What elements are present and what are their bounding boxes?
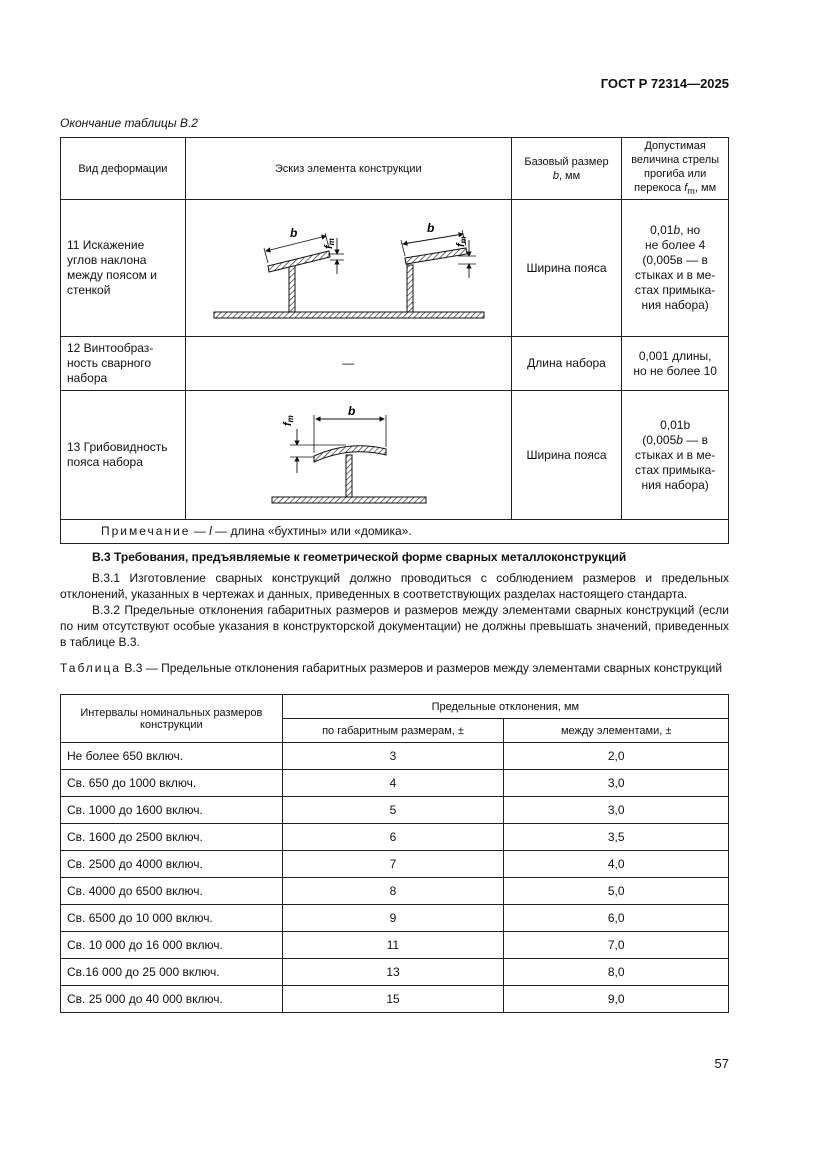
- base-size-cell: Длина набора: [511, 337, 622, 391]
- sketch-cell: [185, 200, 511, 337]
- kind-line: набора: [67, 371, 108, 386]
- tolerance-cell: [622, 337, 729, 391]
- header-tol-sub: m: [687, 186, 695, 197]
- table-row: [61, 391, 729, 520]
- paragraph-b3-2: В.3.2 Предельные отклонения габаритных размеров и размеров между элементами сварных конструкций (если по ним отсутствуют особые указания в конструкторской документации) не должны превышать значений, приведенных в таблице В.3.: [60, 603, 729, 649]
- header-between-elements: между элементами, ±: [504, 719, 729, 743]
- table-row: Св. 650 до 1000 включ. 4 3,0: [61, 770, 729, 797]
- tolerance-cell: 0,01b, но не более 4 (0,005в — в стыках и в ме- стах примыка- ния набора): [622, 200, 729, 337]
- kind-line: между поясом и: [67, 268, 157, 283]
- table-row: Св. 1600 до 2500 включ. 6 3,5: [61, 824, 729, 851]
- table-row: Св. 2500 до 4000 включ. 7 4,0: [61, 851, 729, 878]
- base-size-cell: Ширина пояса: [511, 391, 622, 520]
- page-number: 57: [714, 1056, 729, 1071]
- header-deformation-type: Вид деформации: [61, 138, 186, 200]
- deformation-type-cell: [61, 200, 186, 337]
- table-row: Св. 10 000 до 16 000 включ. 11 7,0: [61, 932, 729, 959]
- header-deviation-group: Предельные отклонения, мм: [282, 695, 728, 719]
- section-b3-title: В.3 Требования, предъявляемые к геометрической форме сварных металлоконструкций: [92, 550, 627, 564]
- tol-line: 0,001 длины,: [638, 348, 712, 363]
- tol-line: стах примыка-: [634, 283, 716, 298]
- header-tolerance: [622, 138, 729, 200]
- table-row: [61, 337, 729, 391]
- sketch-cell: —: [185, 337, 511, 391]
- deformation-type-cell: [61, 391, 186, 520]
- tolerance-cell: 0,01b (0,005b — в стыках и в ме- стах примыка- ния набора): [622, 391, 729, 520]
- dimension-b-right: [403, 234, 463, 244]
- tol-line: ния набора): [641, 477, 709, 492]
- table-row: [61, 200, 729, 337]
- header-sketch: Эскиз элемента конструкции: [185, 138, 511, 200]
- flange-right: [405, 248, 467, 264]
- document-standard-id: ГОСТ Р 72314—2025: [600, 76, 729, 91]
- tol-line: ния набора): [641, 298, 709, 313]
- table-note-row: [61, 520, 729, 544]
- table-row: Св. 6500 до 10 000 включ. 9 6,0: [61, 905, 729, 932]
- base-plate: [214, 312, 484, 318]
- kind-line: стенкой: [67, 283, 111, 298]
- note-label: Примечание: [101, 524, 191, 539]
- kind-line: углов наклона: [67, 253, 147, 268]
- sketch-cell: [185, 391, 511, 520]
- label-b-left: b: [290, 226, 298, 241]
- table-row: Св.16 000 до 25 000 включ. 13 8,0: [61, 959, 729, 986]
- label-fm-right: fm: [455, 236, 469, 248]
- table-b2-caption: Окончание таблицы В.2: [60, 116, 198, 130]
- table-row: Св. 1000 до 1600 включ. 5 3,0: [61, 797, 729, 824]
- header-size-range: Интервалы номинальных размеров конструкции: [61, 695, 283, 743]
- sketch-mushroom-flange: [186, 391, 510, 515]
- tol-line: но не более 10: [633, 363, 717, 378]
- table-b3-header-row: [61, 695, 729, 719]
- web: [346, 455, 352, 497]
- table-b2-header-row: [61, 138, 729, 200]
- kind-line: 11 Искажение: [67, 238, 145, 253]
- table-row: Св. 25 000 до 40 000 включ. 15 9,0: [61, 986, 729, 1013]
- tol-line: стыках и в ме-: [634, 268, 716, 283]
- header-tol-l3: прогиба или: [644, 168, 707, 180]
- table-b3: [60, 694, 729, 1013]
- table-row: Не более 650 включ. 3 2,0: [61, 743, 729, 770]
- table-row: Св. 4000 до 6500 включ. 8 5,0: [61, 878, 729, 905]
- label-fm: fm: [282, 415, 296, 427]
- header-overall-dimensions: по габаритным размерам, ±: [282, 719, 504, 743]
- header-tol-unit: , мм: [694, 182, 717, 194]
- header-tol-l4: перекоса: [634, 182, 682, 194]
- tol-line: не более 4: [645, 238, 706, 253]
- table-note: Примечание — l — длина «бухтины» или «домика».: [61, 520, 729, 544]
- tol-line: 0,01b: [660, 417, 691, 432]
- label-fm-left: fm: [323, 238, 337, 250]
- sketch-angle-distortion: [186, 200, 510, 332]
- label-b-right: b: [427, 221, 435, 236]
- header-tol-l2: величина стрелы: [631, 154, 720, 166]
- header-tol-sym: f: [684, 182, 688, 194]
- tol-line: стыках и в ме-: [634, 447, 716, 462]
- paragraph-b3-1: В.3.1 Изготовление сварных конструкций должно проводиться с соблюдением размеров и предельных отклонений, указанных в чертежах и данных, приведенных в соответствующих разделах настоящего стандарта.: [60, 571, 729, 601]
- header-tol-l1: Допустимая: [644, 140, 706, 152]
- kind-line: 13 Грибовидность: [67, 440, 168, 455]
- web-right: [407, 265, 413, 312]
- flange-left: [268, 251, 330, 272]
- label-b: b: [348, 404, 356, 419]
- base-size-cell: Ширина пояса: [511, 200, 622, 337]
- table-b3-caption: Таблица В.3 — Предельные отклонения габаритных размеров и размеров между элементами сварных конструкций: [60, 661, 723, 675]
- kind-line: ность сварного: [67, 356, 152, 371]
- base-plate: [272, 497, 426, 503]
- tol-line: стах примыка-: [634, 462, 716, 477]
- kind-line: 12 Винтообраз-: [67, 341, 154, 356]
- tol-line: (0,005в — в: [642, 253, 708, 268]
- web-left: [289, 265, 295, 312]
- deformation-type-cell: [61, 337, 186, 391]
- header-base-size-unit: , мм: [558, 169, 581, 182]
- header-base-size: [511, 138, 622, 200]
- table-b2: [60, 137, 729, 544]
- header-base-size-var: b: [552, 169, 559, 182]
- kind-line: пояса набора: [67, 455, 143, 470]
- header-base-size-text: Базовый размер: [524, 155, 609, 168]
